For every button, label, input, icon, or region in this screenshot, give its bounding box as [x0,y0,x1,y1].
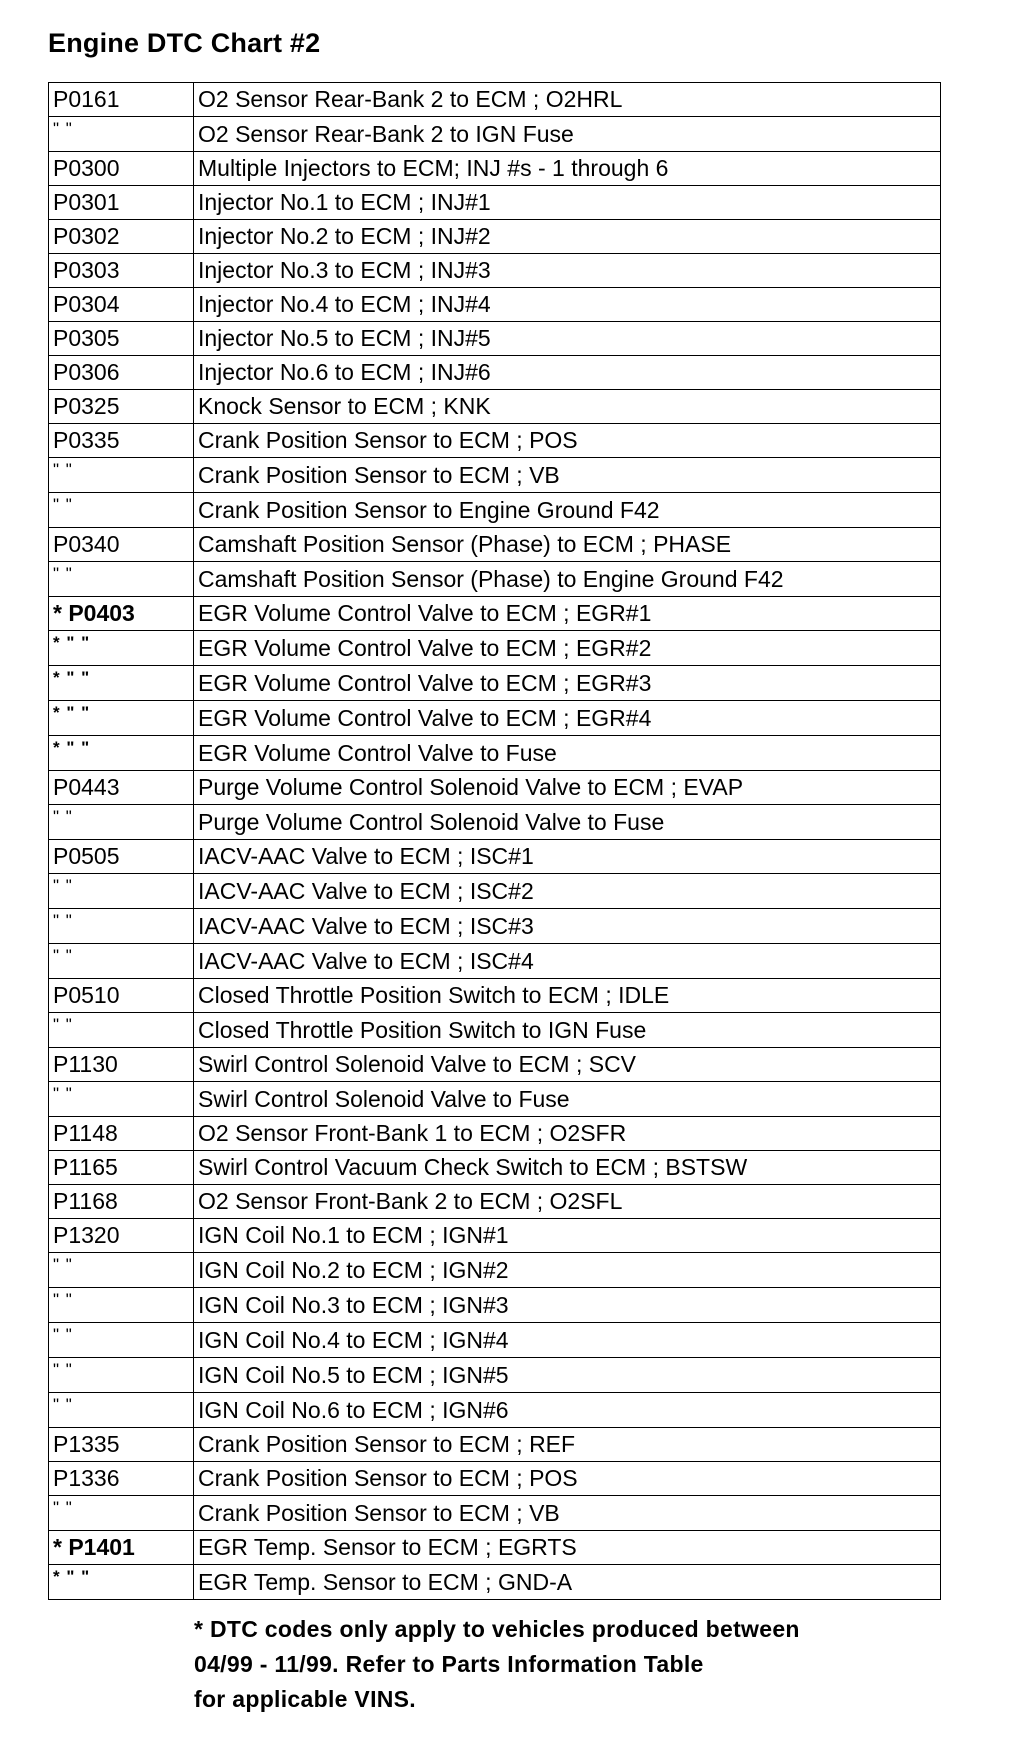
dtc-description-cell: Camshaft Position Sensor (Phase) to ECM ; PHASE [194,528,941,562]
dtc-description-cell: IGN Coil No.3 to ECM ; IGN#3 [194,1288,941,1323]
table-row [49,1323,941,1358]
dtc-description-cell: EGR Volume Control Valve to ECM ; EGR#4 [194,701,941,736]
table-row [49,805,941,840]
table-row [49,1253,941,1288]
dtc-code-cell: " " [49,1358,194,1393]
table-row [49,322,941,356]
dtc-description-cell: EGR Temp. Sensor to ECM ; EGRTS [194,1531,941,1565]
dtc-description-cell: IACV-AAC Valve to ECM ; ISC#3 [194,909,941,944]
table-row [49,1013,941,1048]
dtc-code-cell: " " [49,1393,194,1428]
table-row [49,1117,941,1151]
dtc-description-cell: Closed Throttle Position Switch to IGN Fuse [194,1013,941,1048]
dtc-code-cell: P0325 [49,390,194,424]
dtc-description-cell: O2 Sensor Rear-Bank 2 to ECM ; O2HRL [194,83,941,117]
dtc-description-cell: Purge Volume Control Solenoid Valve to Fuse [194,805,941,840]
dtc-description-cell: Closed Throttle Position Switch to ECM ; IDLE [194,979,941,1013]
dtc-code-cell: P1168 [49,1185,194,1219]
dtc-code-cell: " " [49,1013,194,1048]
footnote-line-2: 04/99 - 11/99. Refer to Parts Information Table [194,1651,704,1677]
dtc-code-cell: P0303 [49,254,194,288]
table-row [49,701,941,736]
dtc-description-cell: Injector No.5 to ECM ; INJ#5 [194,322,941,356]
dtc-code-cell: P0505 [49,840,194,874]
dtc-description-cell: EGR Volume Control Valve to Fuse [194,736,941,771]
dtc-code-cell: P0510 [49,979,194,1013]
table-row [49,840,941,874]
dtc-description-cell: Injector No.3 to ECM ; INJ#3 [194,254,941,288]
footnote-line-1: * DTC codes only apply to vehicles produced between [194,1616,800,1642]
table-row [49,528,941,562]
dtc-description-cell: Crank Position Sensor to ECM ; VB [194,1496,941,1531]
dtc-code-cell: P1336 [49,1462,194,1496]
dtc-description-cell: IACV-AAC Valve to ECM ; ISC#4 [194,944,941,979]
dtc-code-cell: * P0403 [49,597,194,631]
table-row [49,1428,941,1462]
dtc-code-cell: P0301 [49,186,194,220]
dtc-description-cell: Multiple Injectors to ECM; INJ #s - 1 through 6 [194,152,941,186]
dtc-code-cell: " " [49,562,194,597]
dtc-description-cell: Crank Position Sensor to ECM ; REF [194,1428,941,1462]
dtc-description-cell: Crank Position Sensor to ECM ; VB [194,458,941,493]
table-row [49,152,941,186]
dtc-description-cell: EGR Volume Control Valve to ECM ; EGR#3 [194,666,941,701]
dtc-code-cell: * P1401 [49,1531,194,1565]
dtc-code-cell: P0305 [49,322,194,356]
dtc-code-cell: P0161 [49,83,194,117]
dtc-description-cell: IGN Coil No.6 to ECM ; IGN#6 [194,1393,941,1428]
dtc-code-cell: " " [49,1288,194,1323]
table-row [49,736,941,771]
table-row [49,666,941,701]
dtc-description-cell: Crank Position Sensor to ECM ; POS [194,1462,941,1496]
dtc-description-cell: Injector No.4 to ECM ; INJ#4 [194,288,941,322]
dtc-description-cell: Swirl Control Solenoid Valve to Fuse [194,1082,941,1117]
dtc-code-cell: P1148 [49,1117,194,1151]
dtc-description-cell: IACV-AAC Valve to ECM ; ISC#2 [194,874,941,909]
dtc-description-cell: Purge Volume Control Solenoid Valve to ECM ; EVAP [194,771,941,805]
dtc-code-cell: P0300 [49,152,194,186]
dtc-description-cell: O2 Sensor Front-Bank 1 to ECM ; O2SFR [194,1117,941,1151]
dtc-description-cell: Swirl Control Solenoid Valve to ECM ; SCV [194,1048,941,1082]
dtc-description-cell: IGN Coil No.4 to ECM ; IGN#4 [194,1323,941,1358]
footnote [194,1612,954,1717]
dtc-description-cell: EGR Volume Control Valve to ECM ; EGR#1 [194,597,941,631]
table-row [49,874,941,909]
dtc-code-cell: " " [49,1323,194,1358]
table-row [49,288,941,322]
table-row [49,390,941,424]
dtc-description-cell: O2 Sensor Rear-Bank 2 to IGN Fuse [194,117,941,152]
table-row [49,458,941,493]
dtc-description-cell: Injector No.2 to ECM ; INJ#2 [194,220,941,254]
dtc-code-cell: " " [49,805,194,840]
dtc-code-cell: P0340 [49,528,194,562]
dtc-code-cell: P0335 [49,424,194,458]
table-row [49,186,941,220]
table-row [49,424,941,458]
dtc-code-cell: " " [49,1082,194,1117]
table-row [49,1288,941,1323]
table-row [49,944,941,979]
table-row [49,493,941,528]
dtc-code-cell: P1335 [49,1428,194,1462]
table-row [49,1531,941,1565]
dtc-code-cell: P1130 [49,1048,194,1082]
dtc-code-cell: P0306 [49,356,194,390]
dtc-code-cell: " " [49,909,194,944]
dtc-code-cell: * " " [49,666,194,701]
table-row [49,909,941,944]
dtc-code-cell: P0302 [49,220,194,254]
table-row [49,597,941,631]
table-row [49,1462,941,1496]
table-row [49,1393,941,1428]
dtc-table-body [49,83,941,1600]
table-row [49,1185,941,1219]
dtc-description-cell: O2 Sensor Front-Bank 2 to ECM ; O2SFL [194,1185,941,1219]
dtc-description-cell: IGN Coil No.2 to ECM ; IGN#2 [194,1253,941,1288]
table-row [49,1219,941,1253]
dtc-description-cell: Injector No.1 to ECM ; INJ#1 [194,186,941,220]
table-row [49,83,941,117]
dtc-code-cell: * " " [49,631,194,666]
footnote-line-3: for applicable VINS. [194,1686,416,1712]
dtc-description-cell: IGN Coil No.5 to ECM ; IGN#5 [194,1358,941,1393]
dtc-description-cell: Knock Sensor to ECM ; KNK [194,390,941,424]
dtc-code-cell: * " " [49,736,194,771]
table-row [49,356,941,390]
dtc-description-cell: Crank Position Sensor to Engine Ground F42 [194,493,941,528]
dtc-description-cell: EGR Volume Control Valve to ECM ; EGR#2 [194,631,941,666]
dtc-description-cell: IACV-AAC Valve to ECM ; ISC#1 [194,840,941,874]
dtc-description-cell: Injector No.6 to ECM ; INJ#6 [194,356,941,390]
table-row [49,979,941,1013]
dtc-code-cell: P0443 [49,771,194,805]
table-row [49,1082,941,1117]
table-row [49,1151,941,1185]
table-row [49,220,941,254]
table-row [49,1565,941,1600]
dtc-description-cell: EGR Temp. Sensor to ECM ; GND-A [194,1565,941,1600]
table-row [49,771,941,805]
dtc-code-cell: * " " [49,1565,194,1600]
dtc-code-cell: P1320 [49,1219,194,1253]
dtc-code-cell: * " " [49,701,194,736]
dtc-code-cell: P0304 [49,288,194,322]
dtc-table [48,82,941,1600]
table-row [49,117,941,152]
dtc-code-cell: " " [49,1253,194,1288]
dtc-description-cell: Camshaft Position Sensor (Phase) to Engine Ground F42 [194,562,941,597]
dtc-description-cell: Crank Position Sensor to ECM ; POS [194,424,941,458]
dtc-code-cell: " " [49,1496,194,1531]
dtc-code-cell: " " [49,117,194,152]
table-row [49,1358,941,1393]
dtc-code-cell: " " [49,493,194,528]
dtc-code-cell: " " [49,944,194,979]
table-row [49,631,941,666]
dtc-code-cell: " " [49,458,194,493]
table-row [49,254,941,288]
page-title: Engine DTC Chart #2 [48,28,321,58]
dtc-code-cell: " " [49,874,194,909]
table-row [49,1048,941,1082]
dtc-code-cell: P1165 [49,1151,194,1185]
dtc-description-cell: IGN Coil No.1 to ECM ; IGN#1 [194,1219,941,1253]
table-row [49,1496,941,1531]
table-row [49,562,941,597]
dtc-description-cell: Swirl Control Vacuum Check Switch to ECM ; BSTSW [194,1151,941,1185]
